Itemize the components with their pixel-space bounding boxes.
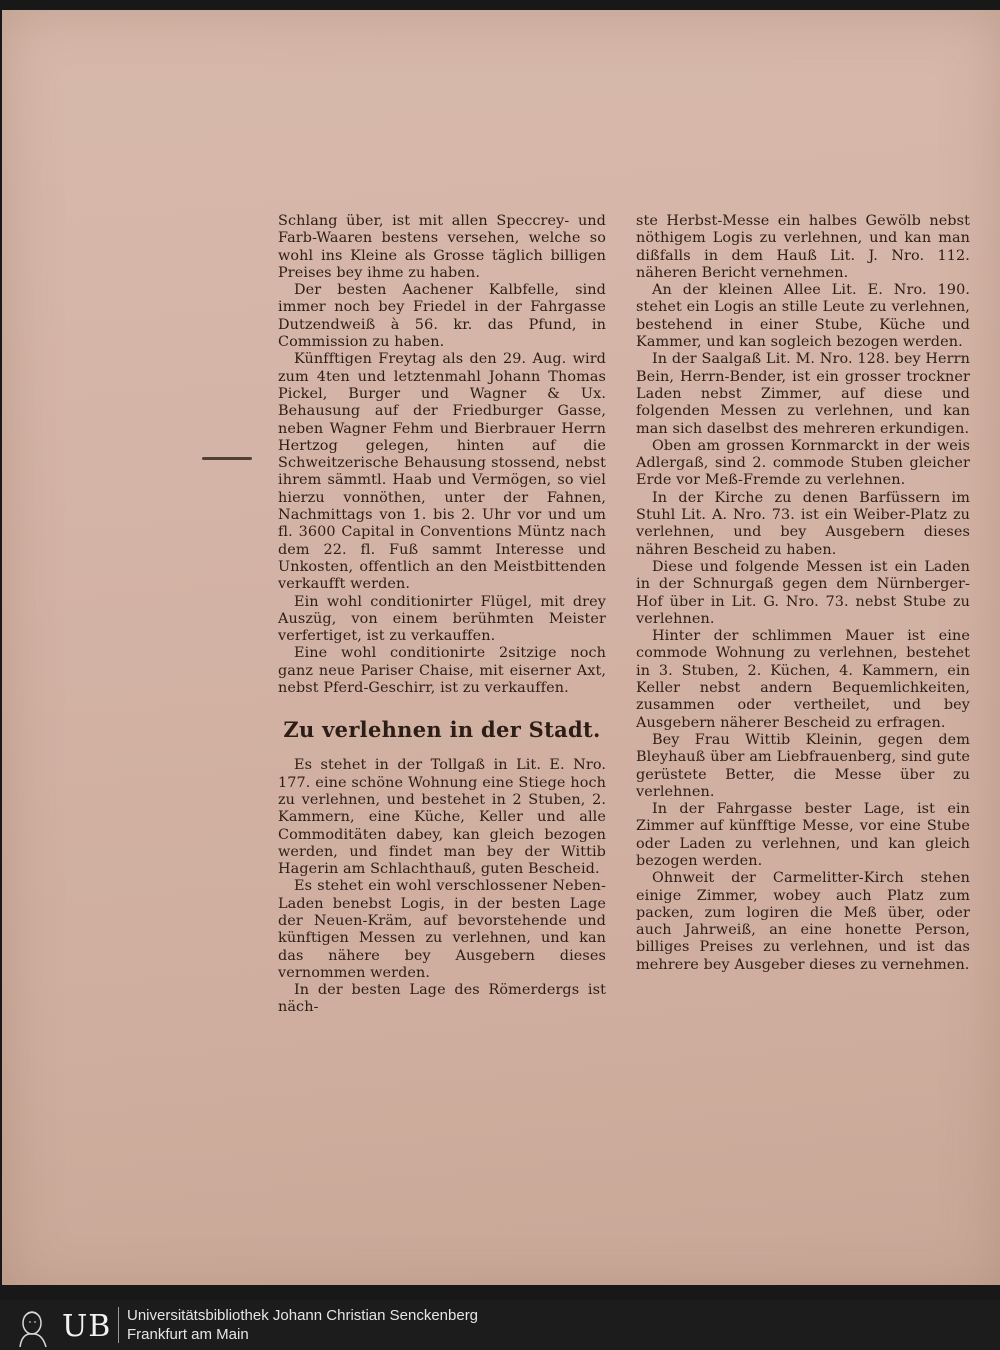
portrait-icon — [2, 1307, 56, 1347]
paragraph: Ohnweit der Carmelitter-Kirch stehen einige Zimmer, wobey auch Platz zum packen, zum logiren die Meß über, oder auch Jahrweiß, an eine honette Person, billiges Preises zu verlehnen, und ist das mehrere bey Ausgeber dieses zu vernehmen. — [636, 870, 970, 973]
paragraph: Der besten Aachener Kalbfelle, sind immer noch bey Friedel in der Fahrgasse Dutzendweiß à 56. kr. das Pfund, in Commission zu haben. — [278, 282, 606, 351]
ink-mark — [202, 457, 252, 460]
library-footer — [0, 1300, 1000, 1350]
paragraph: In der Saalgaß Lit. M. Nro. 128. bey Herrn Bein, Herrn-Bender, ist ein grosser trockner Laden nebst Zimmer, auf diese und folgenden Messen zu verlehnen, und kan man sich daselbst des mehreren erkundigen. — [636, 351, 970, 437]
institution-city: Frankfurt am Main — [127, 1326, 249, 1343]
paragraph: Schlang über, ist mit allen Speccrey- und Farb-Waaren bestens versehen, welche so wohl ins Kleine als Grosse täglich billigen Preises bey ihme zu haben. — [278, 213, 606, 281]
paragraph: In der Fahrgasse bester Lage, ist ein Zimmer auf künfftige Messe, vor eine Stube oder Laden zu verlehnen, und kan gleich bezogen werden. — [636, 801, 970, 869]
paragraph: Es stehet ein wohl verschlossener Neben-Laden benebst Logis, in der besten Lage der Neuen-Kräm, auf bevorstehende und künftigen Messen zu verlehnen, und kan das nähere bey Ausgebern dieses vernommen werden. — [278, 878, 606, 981]
paragraph: Bey Frau Wittib Kleinin, gegen dem Bleyhauß über am Liebfrauenberg, sind gute gerüstete Better, die Messe über zu verlehnen. — [636, 731, 970, 800]
torn-bottom-edge — [0, 1285, 1000, 1300]
paragraph: Eine wohl conditionirte 2sitzige noch ganz neue Pariser Chaise, mit eiserner Axt, nebst Pferd-Geschirr, ist zu verkauffen. — [278, 645, 606, 697]
paragraph: ste Herbst-Messe ein halbes Gewölb nebst nöthigem Logis zu verlehnen, und kan man dißfalls in dem Hauß Lit. J. Nro. 112. näheren Bericht vernehmen. — [636, 213, 970, 281]
paragraph: Ein wohl conditionirter Flügel, mit drey Auszüg, von einem berühmten Meister verfertiget, ist zu verkauffen. — [278, 593, 606, 645]
paragraph: Oben am grossen Kornmarckt in der weis Adlergaß, sind 2. commode Stuben gleicher Erde vor Meß-Fremde zu verlehnen. — [636, 437, 970, 489]
paragraph: In der Kirche zu denen Barfüssern im Stuhl Lit. A. Nro. 73. ist ein Weiber-Platz zu verlehnen, und bey Ausgebern dieses nähren Bescheid zu haben. — [636, 489, 970, 558]
paragraph: Künfftigen Freytag als den 29. Aug. wird zum 4ten und letztenmahl Johann Thomas Pickel, Burger und Wagner & Ux. Behausung auf der Friedburger Gasse, neben Wagner Fehm und Bierbrauer Herrn Hertzog gelegen, hinten auf die Schweitzerische Behausung stossend, nebst ihrem sämmtl. Haab und Vermögen, so viel hierzu vonnöthen, unter der Fahnen, Nachmittags von 1. bis 2. Uhr vor und um fl. 3600 Capital in Conventions Müntz nach dem 22. fl. Fuß sammt Interesse und Unkosten, offentlich an den Meistbittenden verkaufft werden. — [278, 351, 606, 593]
institution-name: Universitätsbibliothek Johann Christian Senckenberg — [127, 1307, 479, 1324]
newspaper-page — [2, 10, 1000, 1300]
paragraph: Diese und folgende Messen ist ein Laden in der Schnurgaß gegen dem Nürnberger-Hof über in Lit. G. Nro. 73. nebst Stube zu verlehnen. — [636, 558, 970, 627]
paragraph: In der besten Lage des Römerdergs ist näch- — [278, 982, 606, 1016]
footer-divider — [118, 1307, 119, 1343]
right-column — [636, 213, 970, 974]
logo-text: UB — [62, 1309, 112, 1344]
paragraph: Es stehet in der Tollgaß in Lit. E. Nro. 177. eine schöne Wohnung eine Stiege hoch zu verlehnen, und bestehet in 2 Stuben, 2. Kammern, eine Küche, Keller und alle Commoditäten dabey, kan gleich bezogen werden, und findet man bey der Wittib Hagerin am Schlachthauß, guten Bescheid. — [278, 757, 606, 878]
library-logo — [2, 1307, 120, 1347]
left-column — [278, 213, 606, 1017]
section-heading: Zu verlehnen in der Stadt. — [283, 717, 601, 743]
paragraph: An der kleinen Allee Lit. E. Nro. 190. stehet ein Logis an stille Leute zu verlehnen, bestehend in einer Stube, Küche und Kammer, und kan sogleich bezogen werden. — [636, 282, 970, 351]
paragraph: Hinter der schlimmen Mauer ist eine commode Wohnung zu verlehnen, bestehet in 3. Stuben, 2. Küchen, 4. Kammern, ein Keller nebst andern Bequemlichkeiten, zusammen oder vertheilet, und bey Ausgebern näherer Bescheid zu erfragen. — [636, 628, 970, 731]
